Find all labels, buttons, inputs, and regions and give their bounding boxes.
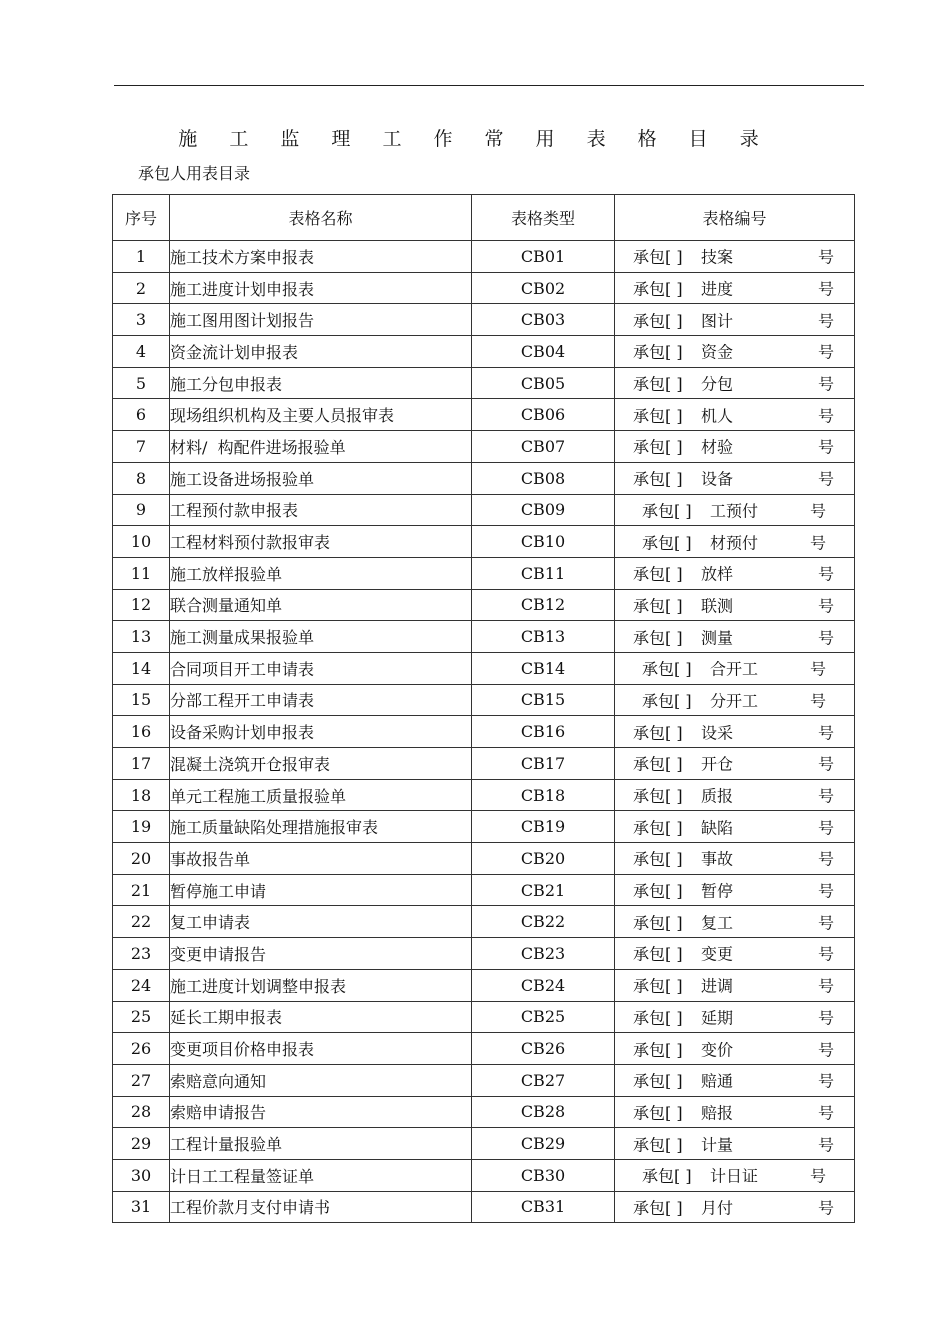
row-form-type: CB30 bbox=[472, 1159, 615, 1191]
row-form-name: 合同项目开工申请表 bbox=[170, 652, 472, 684]
table-row bbox=[113, 621, 855, 653]
code-suffix: 号 bbox=[817, 1008, 834, 1028]
code-suffix: 号 bbox=[817, 786, 834, 806]
code-abbreviation: 进度 bbox=[701, 279, 734, 299]
row-form-code bbox=[615, 1128, 855, 1160]
code-prefix: 承包[ ] bbox=[633, 596, 683, 616]
row-serial-number: 25 bbox=[113, 1001, 170, 1033]
table-row bbox=[113, 938, 855, 970]
table-row bbox=[113, 843, 855, 875]
code-suffix: 号 bbox=[817, 723, 834, 743]
code-prefix: 承包[ ] bbox=[633, 754, 683, 774]
row-form-type: CB12 bbox=[472, 589, 615, 621]
row-form-name: 设备采购计划申报表 bbox=[170, 716, 472, 748]
row-form-type: CB15 bbox=[472, 684, 615, 716]
code-abbreviation: 计日证 bbox=[710, 1166, 759, 1186]
code-suffix: 号 bbox=[817, 469, 834, 489]
row-serial-number: 13 bbox=[113, 621, 170, 653]
code-abbreviation: 月付 bbox=[701, 1198, 734, 1218]
code-prefix: 承包[ ] bbox=[633, 723, 683, 743]
row-serial-number: 30 bbox=[113, 1159, 170, 1191]
row-form-type: CB19 bbox=[472, 811, 615, 843]
row-form-type: CB28 bbox=[472, 1096, 615, 1128]
row-form-name: 材料/ 构配件进场报验单 bbox=[170, 431, 472, 463]
table-row bbox=[113, 304, 855, 336]
table-row bbox=[113, 557, 855, 589]
row-form-code bbox=[615, 462, 855, 494]
code-prefix: 承包[ ] bbox=[633, 1198, 683, 1218]
row-form-type: CB10 bbox=[472, 526, 615, 558]
row-form-name: 工程价款月支付申请书 bbox=[170, 1191, 472, 1223]
row-form-type: CB20 bbox=[472, 843, 615, 875]
row-form-name: 施工技术方案申报表 bbox=[170, 241, 472, 273]
row-form-code bbox=[615, 748, 855, 780]
row-form-code bbox=[615, 399, 855, 431]
code-suffix: 号 bbox=[809, 501, 826, 521]
row-form-code bbox=[615, 304, 855, 336]
row-serial-number: 31 bbox=[113, 1191, 170, 1223]
table-row bbox=[113, 684, 855, 716]
code-suffix: 号 bbox=[817, 342, 834, 362]
row-form-code bbox=[615, 494, 855, 526]
row-form-name: 施工进度计划调整申报表 bbox=[170, 969, 472, 1001]
row-form-type: CB27 bbox=[472, 1064, 615, 1096]
code-abbreviation: 设备 bbox=[701, 469, 734, 489]
row-form-name: 现场组织机构及主要人员报审表 bbox=[170, 399, 472, 431]
row-serial-number: 27 bbox=[113, 1064, 170, 1096]
code-suffix: 号 bbox=[817, 1103, 834, 1123]
code-abbreviation: 图计 bbox=[701, 311, 734, 331]
row-form-name: 事故报告单 bbox=[170, 843, 472, 875]
row-form-name: 索赔意向通知 bbox=[170, 1064, 472, 1096]
code-prefix: 承包[ ] bbox=[633, 1135, 683, 1155]
code-suffix: 号 bbox=[817, 247, 834, 267]
row-form-code bbox=[615, 272, 855, 304]
code-prefix: 承包[ ] bbox=[633, 469, 683, 489]
code-abbreviation: 缺陷 bbox=[701, 818, 734, 838]
row-serial-number: 22 bbox=[113, 906, 170, 938]
code-prefix: 承包[ ] bbox=[633, 628, 683, 648]
row-form-name: 联合测量通知单 bbox=[170, 589, 472, 621]
header-form-code: 表格编号 bbox=[615, 195, 855, 241]
row-form-name: 混凝土浇筑开仓报审表 bbox=[170, 748, 472, 780]
code-suffix: 号 bbox=[817, 596, 834, 616]
row-form-name: 暂停施工申请 bbox=[170, 874, 472, 906]
code-suffix: 号 bbox=[817, 1135, 834, 1155]
code-abbreviation: 变更 bbox=[701, 944, 734, 964]
code-abbreviation: 计量 bbox=[701, 1135, 734, 1155]
row-form-type: CB11 bbox=[472, 557, 615, 589]
row-serial-number: 4 bbox=[113, 336, 170, 368]
row-form-type: CB04 bbox=[472, 336, 615, 368]
table-row bbox=[113, 336, 855, 368]
code-prefix: 承包[ ] bbox=[633, 1071, 683, 1091]
row-form-code bbox=[615, 811, 855, 843]
code-suffix: 号 bbox=[817, 818, 834, 838]
code-suffix: 号 bbox=[817, 976, 834, 996]
row-form-name: 变更申请报告 bbox=[170, 938, 472, 970]
table-row bbox=[113, 716, 855, 748]
row-form-name: 施工图用图计划报告 bbox=[170, 304, 472, 336]
code-prefix: 承包[ ] bbox=[642, 1166, 692, 1186]
row-form-code bbox=[615, 241, 855, 273]
code-prefix: 承包[ ] bbox=[633, 913, 683, 933]
row-serial-number: 17 bbox=[113, 748, 170, 780]
row-form-code bbox=[615, 557, 855, 589]
code-prefix: 承包[ ] bbox=[633, 374, 683, 394]
row-form-type: CB05 bbox=[472, 367, 615, 399]
row-form-type: CB03 bbox=[472, 304, 615, 336]
code-suffix: 号 bbox=[817, 437, 834, 457]
row-form-code bbox=[615, 938, 855, 970]
code-prefix: 承包[ ] bbox=[633, 1103, 683, 1123]
row-form-code bbox=[615, 1159, 855, 1191]
row-form-code bbox=[615, 621, 855, 653]
code-abbreviation: 工预付 bbox=[710, 501, 759, 521]
code-suffix: 号 bbox=[809, 533, 826, 553]
row-form-code bbox=[615, 843, 855, 875]
row-form-name: 施工设备进场报验单 bbox=[170, 462, 472, 494]
page-title: 施 工 监 理 工 作 常 用 表 格 目 录 bbox=[178, 128, 772, 150]
row-form-name: 复工申请表 bbox=[170, 906, 472, 938]
row-serial-number: 21 bbox=[113, 874, 170, 906]
row-serial-number: 29 bbox=[113, 1128, 170, 1160]
table-row bbox=[113, 241, 855, 273]
code-prefix: 承包[ ] bbox=[633, 564, 683, 584]
row-form-type: CB06 bbox=[472, 399, 615, 431]
code-suffix: 号 bbox=[817, 913, 834, 933]
table-body bbox=[113, 241, 855, 1223]
row-form-type: CB22 bbox=[472, 906, 615, 938]
row-form-code bbox=[615, 779, 855, 811]
code-prefix: 承包[ ] bbox=[633, 406, 683, 426]
table-row bbox=[113, 779, 855, 811]
row-serial-number: 15 bbox=[113, 684, 170, 716]
row-serial-number: 23 bbox=[113, 938, 170, 970]
header-rule bbox=[114, 85, 864, 86]
code-suffix: 号 bbox=[817, 1071, 834, 1091]
code-prefix: 承包[ ] bbox=[633, 437, 683, 457]
row-form-name: 工程材料预付款报审表 bbox=[170, 526, 472, 558]
table-row bbox=[113, 1064, 855, 1096]
row-form-type: CB31 bbox=[472, 1191, 615, 1223]
table-row bbox=[113, 272, 855, 304]
row-form-type: CB25 bbox=[472, 1001, 615, 1033]
row-serial-number: 12 bbox=[113, 589, 170, 621]
code-suffix: 号 bbox=[817, 944, 834, 964]
table-row bbox=[113, 1128, 855, 1160]
row-form-type: CB14 bbox=[472, 652, 615, 684]
code-prefix: 承包[ ] bbox=[633, 1008, 683, 1028]
row-form-code bbox=[615, 1096, 855, 1128]
code-prefix: 承包[ ] bbox=[642, 659, 692, 679]
code-suffix: 号 bbox=[817, 406, 834, 426]
code-suffix: 号 bbox=[817, 881, 834, 901]
header-form-type: 表格类型 bbox=[472, 195, 615, 241]
code-prefix: 承包[ ] bbox=[633, 818, 683, 838]
row-form-type: CB21 bbox=[472, 874, 615, 906]
row-serial-number: 26 bbox=[113, 1033, 170, 1065]
code-abbreviation: 变价 bbox=[701, 1040, 734, 1060]
row-serial-number: 1 bbox=[113, 241, 170, 273]
code-prefix: 承包[ ] bbox=[633, 247, 683, 267]
table-row bbox=[113, 1096, 855, 1128]
row-serial-number: 9 bbox=[113, 494, 170, 526]
row-form-code bbox=[615, 336, 855, 368]
code-abbreviation: 联测 bbox=[701, 596, 734, 616]
row-serial-number: 14 bbox=[113, 652, 170, 684]
code-suffix: 号 bbox=[817, 1040, 834, 1060]
row-form-name: 工程计量报验单 bbox=[170, 1128, 472, 1160]
code-suffix: 号 bbox=[809, 659, 826, 679]
row-form-code bbox=[615, 652, 855, 684]
code-prefix: 承包[ ] bbox=[633, 279, 683, 299]
table-row bbox=[113, 748, 855, 780]
row-serial-number: 7 bbox=[113, 431, 170, 463]
row-form-name: 变更项目价格申报表 bbox=[170, 1033, 472, 1065]
table-row bbox=[113, 1033, 855, 1065]
table-row bbox=[113, 1159, 855, 1191]
table-row bbox=[113, 431, 855, 463]
row-form-type: CB08 bbox=[472, 462, 615, 494]
row-serial-number: 5 bbox=[113, 367, 170, 399]
section-subtitle: 承包人用表目录 bbox=[138, 164, 251, 183]
row-form-type: CB18 bbox=[472, 779, 615, 811]
table-row bbox=[113, 969, 855, 1001]
header-serial-number: 序号 bbox=[113, 195, 170, 241]
row-serial-number: 8 bbox=[113, 462, 170, 494]
code-abbreviation: 质报 bbox=[701, 786, 734, 806]
row-form-name: 施工放样报验单 bbox=[170, 557, 472, 589]
row-serial-number: 2 bbox=[113, 272, 170, 304]
row-form-code bbox=[615, 589, 855, 621]
row-form-type: CB09 bbox=[472, 494, 615, 526]
row-form-code bbox=[615, 874, 855, 906]
table-row bbox=[113, 367, 855, 399]
code-abbreviation: 材预付 bbox=[710, 533, 759, 553]
code-prefix: 承包[ ] bbox=[633, 1040, 683, 1060]
code-suffix: 号 bbox=[817, 564, 834, 584]
row-form-code bbox=[615, 1064, 855, 1096]
row-form-code bbox=[615, 906, 855, 938]
row-form-name: 工程预付款申报表 bbox=[170, 494, 472, 526]
table-row bbox=[113, 462, 855, 494]
code-suffix: 号 bbox=[817, 279, 834, 299]
header-form-name: 表格名称 bbox=[170, 195, 472, 241]
code-suffix: 号 bbox=[817, 311, 834, 331]
row-form-type: CB17 bbox=[472, 748, 615, 780]
code-abbreviation: 分开工 bbox=[710, 691, 759, 711]
code-abbreviation: 复工 bbox=[701, 913, 734, 933]
row-form-code bbox=[615, 1033, 855, 1065]
row-form-code bbox=[615, 1001, 855, 1033]
row-serial-number: 28 bbox=[113, 1096, 170, 1128]
code-prefix: 承包[ ] bbox=[633, 976, 683, 996]
row-form-name: 分部工程开工申请表 bbox=[170, 684, 472, 716]
code-suffix: 号 bbox=[817, 754, 834, 774]
code-prefix: 承包[ ] bbox=[633, 881, 683, 901]
row-serial-number: 3 bbox=[113, 304, 170, 336]
row-serial-number: 6 bbox=[113, 399, 170, 431]
row-serial-number: 16 bbox=[113, 716, 170, 748]
row-form-name: 施工测量成果报验单 bbox=[170, 621, 472, 653]
code-abbreviation: 合开工 bbox=[710, 659, 759, 679]
table-row bbox=[113, 811, 855, 843]
row-form-type: CB26 bbox=[472, 1033, 615, 1065]
form-catalog-table bbox=[112, 194, 855, 1223]
code-abbreviation: 测量 bbox=[701, 628, 734, 648]
row-form-code bbox=[615, 367, 855, 399]
row-form-type: CB29 bbox=[472, 1128, 615, 1160]
code-prefix: 承包[ ] bbox=[633, 849, 683, 869]
code-prefix: 承包[ ] bbox=[642, 501, 692, 521]
code-suffix: 号 bbox=[809, 691, 826, 711]
code-prefix: 承包[ ] bbox=[633, 342, 683, 362]
code-abbreviation: 赔通 bbox=[701, 1071, 734, 1091]
row-form-code bbox=[615, 716, 855, 748]
row-serial-number: 18 bbox=[113, 779, 170, 811]
code-abbreviation: 材验 bbox=[701, 437, 734, 457]
row-form-type: CB16 bbox=[472, 716, 615, 748]
table-row bbox=[113, 906, 855, 938]
row-form-type: CB02 bbox=[472, 272, 615, 304]
row-form-type: CB23 bbox=[472, 938, 615, 970]
code-suffix: 号 bbox=[817, 374, 834, 394]
code-abbreviation: 分包 bbox=[701, 374, 734, 394]
table-row bbox=[113, 494, 855, 526]
code-abbreviation: 技案 bbox=[701, 247, 734, 267]
row-serial-number: 19 bbox=[113, 811, 170, 843]
row-form-name: 延长工期申报表 bbox=[170, 1001, 472, 1033]
code-prefix: 承包[ ] bbox=[633, 786, 683, 806]
row-form-name: 施工进度计划申报表 bbox=[170, 272, 472, 304]
code-abbreviation: 赔报 bbox=[701, 1103, 734, 1123]
row-form-code bbox=[615, 431, 855, 463]
row-form-name: 单元工程施工质量报验单 bbox=[170, 779, 472, 811]
code-abbreviation: 放样 bbox=[701, 564, 734, 584]
code-suffix: 号 bbox=[817, 628, 834, 648]
table-row bbox=[113, 652, 855, 684]
code-abbreviation: 开仓 bbox=[701, 754, 734, 774]
row-form-code bbox=[615, 969, 855, 1001]
row-form-type: CB07 bbox=[472, 431, 615, 463]
table-row bbox=[113, 589, 855, 621]
code-abbreviation: 机人 bbox=[701, 406, 734, 426]
table-row bbox=[113, 874, 855, 906]
row-form-name: 计日工工程量签证单 bbox=[170, 1159, 472, 1191]
code-suffix: 号 bbox=[817, 849, 834, 869]
row-serial-number: 20 bbox=[113, 843, 170, 875]
code-suffix: 号 bbox=[809, 1166, 826, 1186]
row-form-code bbox=[615, 684, 855, 716]
row-form-code bbox=[615, 1191, 855, 1223]
code-prefix: 承包[ ] bbox=[642, 691, 692, 711]
code-abbreviation: 进调 bbox=[701, 976, 734, 996]
code-prefix: 承包[ ] bbox=[633, 944, 683, 964]
table-header-row bbox=[113, 195, 855, 241]
row-form-name: 施工分包申报表 bbox=[170, 367, 472, 399]
code-abbreviation: 设采 bbox=[701, 723, 734, 743]
code-prefix: 承包[ ] bbox=[642, 533, 692, 553]
row-serial-number: 10 bbox=[113, 526, 170, 558]
table-row bbox=[113, 1001, 855, 1033]
row-serial-number: 11 bbox=[113, 557, 170, 589]
code-abbreviation: 暂停 bbox=[701, 881, 734, 901]
row-form-type: CB13 bbox=[472, 621, 615, 653]
code-abbreviation: 事故 bbox=[701, 849, 734, 869]
code-prefix: 承包[ ] bbox=[633, 311, 683, 331]
row-form-name: 索赔申请报告 bbox=[170, 1096, 472, 1128]
row-serial-number: 24 bbox=[113, 969, 170, 1001]
table-row bbox=[113, 1191, 855, 1223]
row-form-type: CB24 bbox=[472, 969, 615, 1001]
row-form-type: CB01 bbox=[472, 241, 615, 273]
row-form-name: 资金流计划申报表 bbox=[170, 336, 472, 368]
table-row bbox=[113, 526, 855, 558]
table-row bbox=[113, 399, 855, 431]
row-form-name: 施工质量缺陷处理措施报审表 bbox=[170, 811, 472, 843]
code-abbreviation: 资金 bbox=[701, 342, 734, 362]
code-abbreviation: 延期 bbox=[701, 1008, 734, 1028]
code-suffix: 号 bbox=[817, 1198, 834, 1218]
row-form-code bbox=[615, 526, 855, 558]
